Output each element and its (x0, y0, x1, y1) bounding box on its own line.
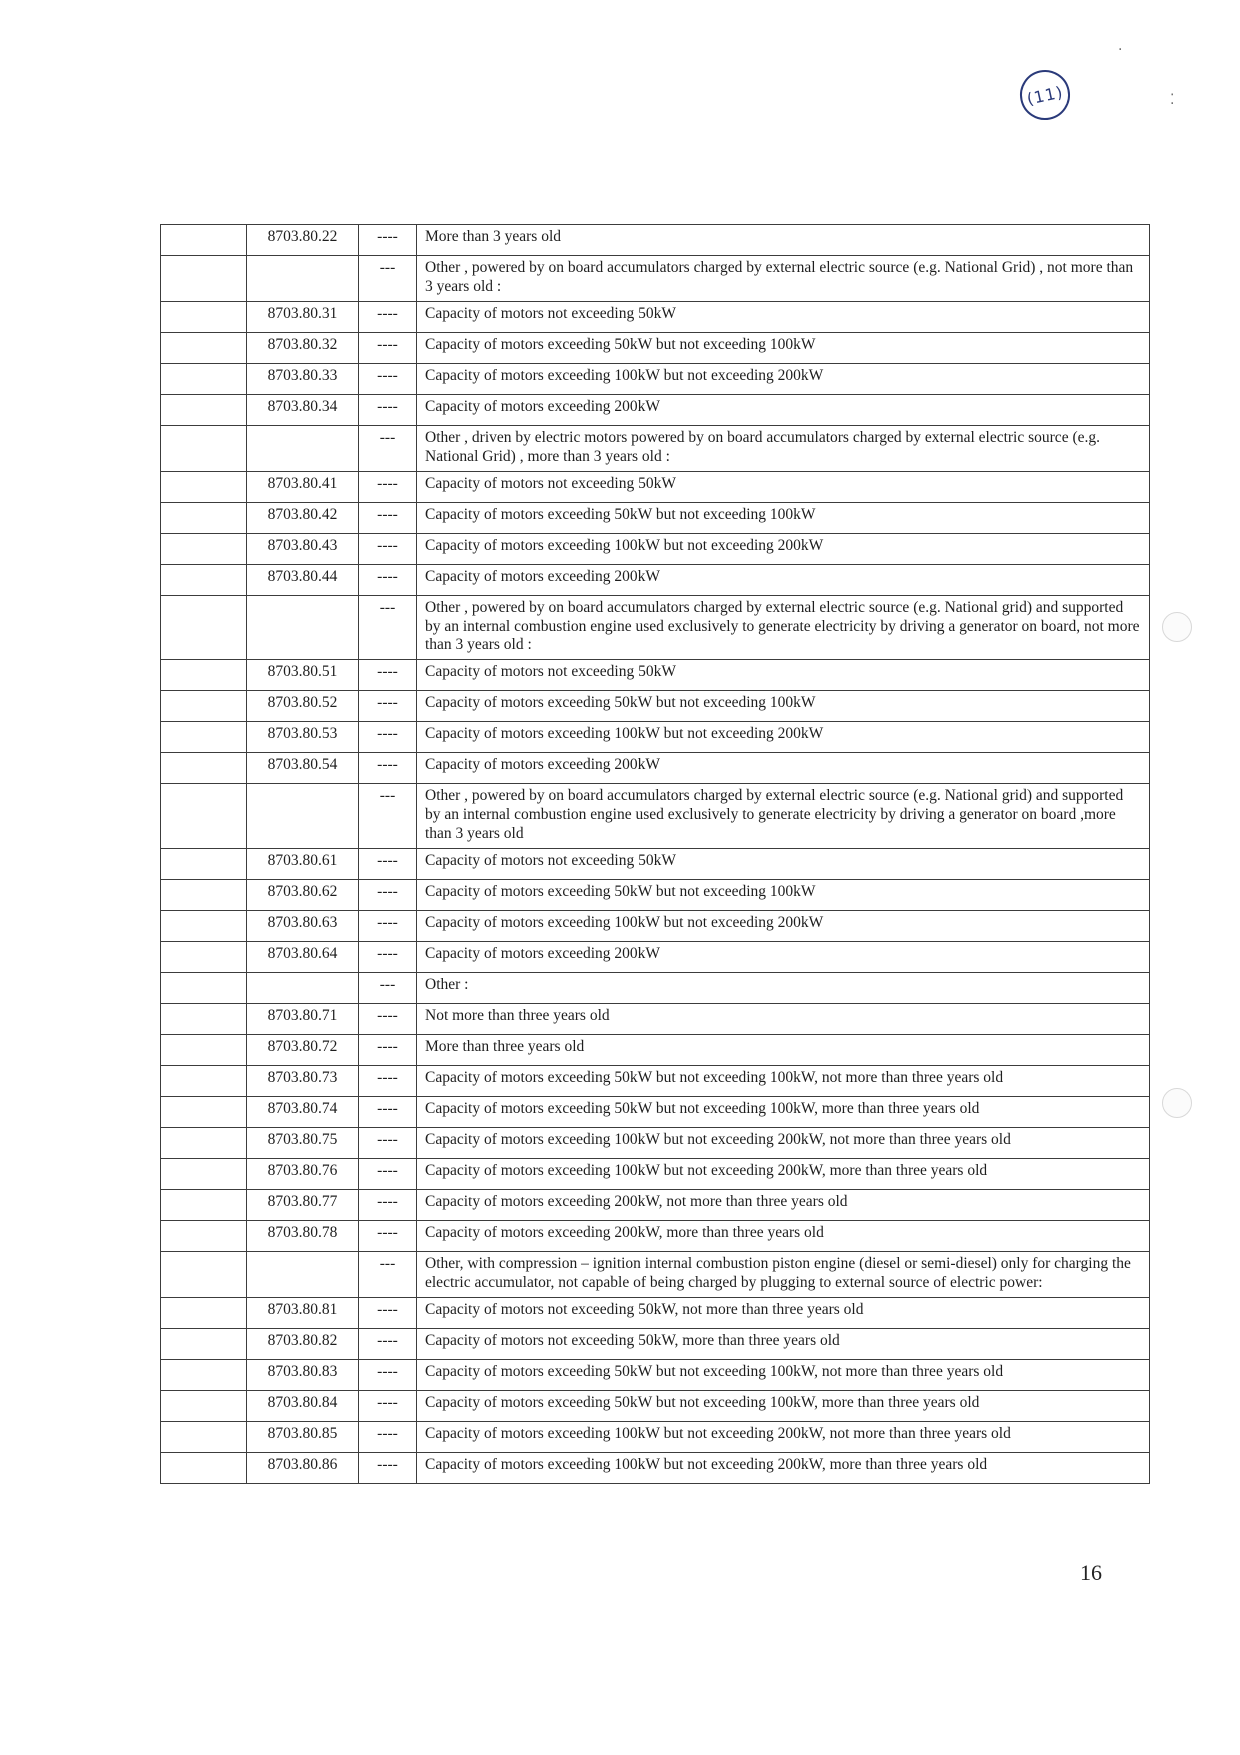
blank-cell (161, 394, 247, 425)
table-row (161, 849, 1150, 880)
blank-cell (161, 425, 247, 471)
tariff-code-cell: 8703.80.22 (247, 225, 359, 256)
description-cell: Capacity of motors exceeding 100kW but not exceeding 200kW, not more than three years old (417, 1128, 1150, 1159)
blank-cell (161, 691, 247, 722)
description-cell: Capacity of motors not exceeding 50kW (417, 471, 1150, 502)
blank-cell (161, 301, 247, 332)
tariff-table (160, 224, 1150, 1484)
level-dash-cell: ---- (359, 722, 417, 753)
description-cell: Capacity of motors exceeding 200kW (417, 394, 1150, 425)
table-row (161, 1004, 1150, 1035)
tariff-code-cell: 8703.80.54 (247, 753, 359, 784)
level-dash-cell: ---- (359, 1159, 417, 1190)
level-dash-cell: ---- (359, 691, 417, 722)
table-row (161, 1452, 1150, 1483)
tariff-code-cell: 8703.80.76 (247, 1159, 359, 1190)
tariff-code-cell: 8703.80.83 (247, 1359, 359, 1390)
description-cell: Capacity of motors exceeding 100kW but not exceeding 200kW, not more than three years old (417, 1421, 1150, 1452)
tariff-code-cell: 8703.80.42 (247, 502, 359, 533)
description-cell: Capacity of motors not exceeding 50kW (417, 660, 1150, 691)
blank-cell (161, 1128, 247, 1159)
level-dash-cell: ---- (359, 225, 417, 256)
tariff-code-cell (247, 595, 359, 660)
table-row (161, 595, 1150, 660)
table-row (161, 225, 1150, 256)
tariff-code-cell: 8703.80.85 (247, 1421, 359, 1452)
level-dash-cell: ---- (359, 1390, 417, 1421)
table-row (161, 564, 1150, 595)
tariff-code-cell: 8703.80.32 (247, 332, 359, 363)
blank-cell (161, 1035, 247, 1066)
description-cell: Other : (417, 973, 1150, 1004)
description-cell: Other , powered by on board accumulators charged by external electric source (e.g. National grid) and supported by an internal combustion engine used exclusively to generate electricity by driving a generator on board, not more than 3 years old : (417, 595, 1150, 660)
table-row (161, 1252, 1150, 1298)
blank-cell (161, 332, 247, 363)
table-row (161, 502, 1150, 533)
table-row (161, 753, 1150, 784)
blank-cell (161, 1066, 247, 1097)
blank-cell (161, 1252, 247, 1298)
description-cell: Capacity of motors exceeding 50kW but not exceeding 100kW (417, 880, 1150, 911)
table-row (161, 363, 1150, 394)
level-dash-cell: --- (359, 595, 417, 660)
blank-cell (161, 784, 247, 849)
stamp-text: (11) (1025, 81, 1065, 109)
description-cell: Other , powered by on board accumulators charged by external electric source (e.g. National Grid) , not more than 3 years old : (417, 256, 1150, 302)
tariff-code-cell: 8703.80.63 (247, 911, 359, 942)
table-row (161, 911, 1150, 942)
description-cell: Capacity of motors exceeding 100kW but not exceeding 200kW, more than three years old (417, 1159, 1150, 1190)
blank-cell (161, 942, 247, 973)
level-dash-cell: ---- (359, 332, 417, 363)
description-cell: Other , powered by on board accumulators charged by external electric source (e.g. National grid) and supported by an internal combustion engine used exclusively to generate electricity by driving a generator on board ,more than 3 years old (417, 784, 1150, 849)
table-row (161, 425, 1150, 471)
table-row (161, 880, 1150, 911)
table-row (161, 942, 1150, 973)
scan-mark: ⁚ (1170, 92, 1175, 108)
blank-cell (161, 1004, 247, 1035)
description-cell: Capacity of motors exceeding 100kW but not exceeding 200kW (417, 911, 1150, 942)
tariff-code-cell: 8703.80.34 (247, 394, 359, 425)
description-cell: Capacity of motors not exceeding 50kW (417, 849, 1150, 880)
blank-cell (161, 256, 247, 302)
tariff-code-cell (247, 425, 359, 471)
tariff-code-cell: 8703.80.73 (247, 1066, 359, 1097)
tariff-code-cell: 8703.80.31 (247, 301, 359, 332)
level-dash-cell: ---- (359, 1190, 417, 1221)
table-row (161, 691, 1150, 722)
tariff-table-body (161, 225, 1150, 1484)
description-cell: Capacity of motors exceeding 200kW (417, 942, 1150, 973)
description-cell: Capacity of motors exceeding 100kW but not exceeding 200kW (417, 722, 1150, 753)
table-row (161, 1128, 1150, 1159)
table-row (161, 394, 1150, 425)
tariff-code-cell (247, 1252, 359, 1298)
handwritten-page-stamp (1015, 65, 1074, 124)
level-dash-cell: ---- (359, 1421, 417, 1452)
description-cell: Capacity of motors not exceeding 50kW, more than three years old (417, 1328, 1150, 1359)
page-number: 16 (1080, 1560, 1102, 1585)
blank-cell (161, 753, 247, 784)
punch-hole (1162, 612, 1192, 642)
blank-cell (161, 1297, 247, 1328)
level-dash-cell: ---- (359, 942, 417, 973)
level-dash-cell: ---- (359, 1359, 417, 1390)
table-row (161, 973, 1150, 1004)
table-row (161, 1159, 1150, 1190)
description-cell: Capacity of motors exceeding 50kW but not exceeding 100kW, not more than three years old (417, 1066, 1150, 1097)
blank-cell (161, 1452, 247, 1483)
blank-cell (161, 880, 247, 911)
table-row (161, 722, 1150, 753)
level-dash-cell: ---- (359, 660, 417, 691)
description-cell: Not more than three years old (417, 1004, 1150, 1035)
description-cell: Capacity of motors exceeding 50kW but not exceeding 100kW (417, 332, 1150, 363)
tariff-code-cell: 8703.80.78 (247, 1221, 359, 1252)
tariff-code-cell: 8703.80.61 (247, 849, 359, 880)
table-row (161, 1421, 1150, 1452)
description-cell: Capacity of motors exceeding 100kW but not exceeding 200kW, more than three years old (417, 1452, 1150, 1483)
tariff-code-cell: 8703.80.77 (247, 1190, 359, 1221)
tariff-code-cell: 8703.80.53 (247, 722, 359, 753)
description-cell: Capacity of motors exceeding 200kW (417, 564, 1150, 595)
description-cell: Capacity of motors exceeding 200kW (417, 753, 1150, 784)
tariff-code-cell (247, 256, 359, 302)
tariff-code-cell: 8703.80.72 (247, 1035, 359, 1066)
tariff-code-cell: 8703.80.62 (247, 880, 359, 911)
description-cell: Capacity of motors not exceeding 50kW, not more than three years old (417, 1297, 1150, 1328)
table-row (161, 1297, 1150, 1328)
level-dash-cell: ---- (359, 1128, 417, 1159)
level-dash-cell: ---- (359, 1221, 417, 1252)
blank-cell (161, 849, 247, 880)
level-dash-cell: ---- (359, 911, 417, 942)
tariff-code-cell: 8703.80.71 (247, 1004, 359, 1035)
blank-cell (161, 363, 247, 394)
tariff-code-cell: 8703.80.64 (247, 942, 359, 973)
level-dash-cell: ---- (359, 1452, 417, 1483)
blank-cell (161, 1159, 247, 1190)
level-dash-cell: ---- (359, 753, 417, 784)
blank-cell (161, 533, 247, 564)
level-dash-cell: ---- (359, 1328, 417, 1359)
table-row (161, 1328, 1150, 1359)
level-dash-cell: ---- (359, 880, 417, 911)
level-dash-cell: --- (359, 256, 417, 302)
tariff-code-cell (247, 973, 359, 1004)
level-dash-cell: ---- (359, 1004, 417, 1035)
table-row (161, 471, 1150, 502)
blank-cell (161, 1097, 247, 1128)
description-cell: Capacity of motors exceeding 200kW, more than three years old (417, 1221, 1150, 1252)
level-dash-cell: --- (359, 425, 417, 471)
table-row (161, 1097, 1150, 1128)
blank-cell (161, 1421, 247, 1452)
blank-cell (161, 1221, 247, 1252)
tariff-code-cell: 8703.80.82 (247, 1328, 359, 1359)
table-row (161, 1221, 1150, 1252)
description-cell: Capacity of motors exceeding 50kW but not exceeding 100kW (417, 691, 1150, 722)
table-row (161, 1190, 1150, 1221)
level-dash-cell: ---- (359, 1097, 417, 1128)
level-dash-cell: ---- (359, 394, 417, 425)
table-row (161, 533, 1150, 564)
table-row (161, 332, 1150, 363)
description-cell: Capacity of motors exceeding 100kW but not exceeding 200kW (417, 533, 1150, 564)
scan-mark: · (1118, 42, 1123, 58)
blank-cell (161, 1359, 247, 1390)
blank-cell (161, 225, 247, 256)
level-dash-cell: --- (359, 973, 417, 1004)
blank-cell (161, 1390, 247, 1421)
level-dash-cell: ---- (359, 1035, 417, 1066)
level-dash-cell: --- (359, 784, 417, 849)
blank-cell (161, 1328, 247, 1359)
level-dash-cell: ---- (359, 301, 417, 332)
blank-cell (161, 660, 247, 691)
table-row (161, 784, 1150, 849)
punch-hole (1162, 1088, 1192, 1118)
description-cell: Other , driven by electric motors powered by on board accumulators charged by external electric source (e.g. National Grid) , more than 3 years old : (417, 425, 1150, 471)
description-cell: Capacity of motors exceeding 50kW but not exceeding 100kW, not more than three years old (417, 1359, 1150, 1390)
blank-cell (161, 722, 247, 753)
blank-cell (161, 471, 247, 502)
blank-cell (161, 502, 247, 533)
tariff-code-cell: 8703.80.51 (247, 660, 359, 691)
blank-cell (161, 595, 247, 660)
description-cell: Other, with compression – ignition internal combustion piston engine (diesel or semi-diesel) only for charging the electric accumulator, not capable of being charged by plugging to external source of electric power: (417, 1252, 1150, 1298)
table-row (161, 660, 1150, 691)
tariff-code-cell: 8703.80.75 (247, 1128, 359, 1159)
level-dash-cell: ---- (359, 363, 417, 394)
tariff-code-cell: 8703.80.41 (247, 471, 359, 502)
description-cell: More than 3 years old (417, 225, 1150, 256)
tariff-code-cell: 8703.80.81 (247, 1297, 359, 1328)
level-dash-cell: --- (359, 1252, 417, 1298)
tariff-code-cell: 8703.80.43 (247, 533, 359, 564)
description-cell: Capacity of motors exceeding 50kW but not exceeding 100kW (417, 502, 1150, 533)
description-cell: Capacity of motors not exceeding 50kW (417, 301, 1150, 332)
level-dash-cell: ---- (359, 564, 417, 595)
table-row (161, 301, 1150, 332)
tariff-code-cell: 8703.80.86 (247, 1452, 359, 1483)
blank-cell (161, 911, 247, 942)
blank-cell (161, 973, 247, 1004)
tariff-code-cell: 8703.80.84 (247, 1390, 359, 1421)
level-dash-cell: ---- (359, 1297, 417, 1328)
table-row (161, 1359, 1150, 1390)
description-cell: More than three years old (417, 1035, 1150, 1066)
level-dash-cell: ---- (359, 502, 417, 533)
tariff-code-cell: 8703.80.44 (247, 564, 359, 595)
level-dash-cell: ---- (359, 471, 417, 502)
table-row (161, 1035, 1150, 1066)
table-row (161, 256, 1150, 302)
table-row (161, 1066, 1150, 1097)
tariff-code-cell: 8703.80.74 (247, 1097, 359, 1128)
description-cell: Capacity of motors exceeding 50kW but not exceeding 100kW, more than three years old (417, 1390, 1150, 1421)
level-dash-cell: ---- (359, 533, 417, 564)
level-dash-cell: ---- (359, 849, 417, 880)
table-row (161, 1390, 1150, 1421)
description-cell: Capacity of motors exceeding 50kW but not exceeding 100kW, more than three years old (417, 1097, 1150, 1128)
description-cell: Capacity of motors exceeding 100kW but not exceeding 200kW (417, 363, 1150, 394)
tariff-code-cell: 8703.80.33 (247, 363, 359, 394)
level-dash-cell: ---- (359, 1066, 417, 1097)
tariff-code-cell: 8703.80.52 (247, 691, 359, 722)
tariff-code-cell (247, 784, 359, 849)
blank-cell (161, 564, 247, 595)
blank-cell (161, 1190, 247, 1221)
description-cell: Capacity of motors exceeding 200kW, not more than three years old (417, 1190, 1150, 1221)
